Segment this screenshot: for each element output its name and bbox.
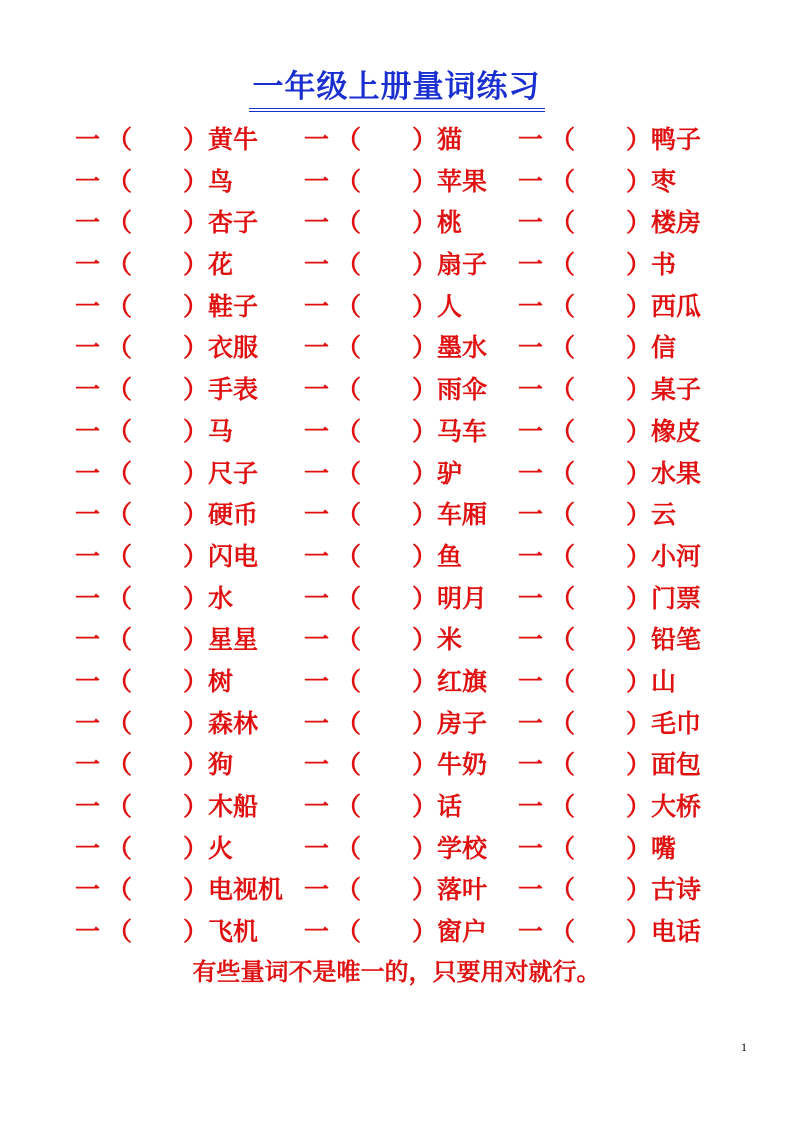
open-paren: （ [336,416,362,446]
item-prefix: 一 [304,125,330,154]
close-paren: ） [626,291,652,321]
open-paren: （ [550,917,576,947]
item-prefix: 一 [518,166,544,196]
open-paren: （ [550,583,576,613]
exercise-row [0,453,793,495]
item-prefix: 一 [75,708,101,738]
close-paren: ） [412,500,438,530]
item-noun: 桌子 [651,375,702,405]
close-paren: ） [626,125,652,154]
item-noun: 米 [437,625,463,655]
item-noun: 墨水 [437,333,488,363]
open-paren: （ [336,875,362,905]
item-noun: 话 [437,792,463,821]
exercise-row [0,119,793,161]
close-paren: ） [626,625,652,655]
close-paren: ） [183,333,209,363]
item-prefix: 一 [75,750,101,780]
open-paren: （ [107,416,133,446]
open-paren: （ [107,500,133,530]
close-paren: ） [412,458,438,488]
close-paren: ） [183,458,209,488]
exercise-row [0,536,793,578]
item-noun: 尺子 [208,458,259,488]
close-paren: ） [626,583,652,613]
exercise-row [0,869,793,911]
item-prefix: 一 [518,875,544,905]
item-noun: 铅笔 [651,625,702,655]
exercise-row [0,661,793,703]
item-prefix: 一 [518,458,544,488]
item-prefix: 一 [304,500,330,530]
item-prefix: 一 [304,291,330,321]
item-noun: 书 [651,250,677,280]
item-noun: 大桥 [651,792,702,821]
item-noun: 猫 [437,125,463,154]
item-noun: 古诗 [651,875,702,905]
item-noun: 驴 [437,458,463,488]
item-noun: 水 [208,583,234,613]
close-paren: ） [412,917,438,947]
item-prefix: 一 [518,375,544,405]
item-prefix: 一 [518,666,544,696]
close-paren: ） [183,833,209,863]
open-paren: （ [336,708,362,738]
close-paren: ） [183,541,209,571]
item-prefix: 一 [304,917,330,947]
open-paren: （ [550,833,576,863]
open-paren: （ [336,500,362,530]
open-paren: （ [107,875,133,905]
item-prefix: 一 [518,208,544,238]
item-prefix: 一 [304,875,330,905]
item-noun: 黄牛 [208,125,259,154]
item-noun: 火 [208,833,234,863]
item-prefix: 一 [75,917,101,947]
open-paren: （ [336,625,362,655]
item-prefix: 一 [304,708,330,738]
item-noun: 杏子 [208,208,259,238]
open-paren: （ [336,792,362,821]
item-prefix: 一 [518,917,544,947]
open-paren: （ [107,541,133,571]
item-noun: 硬币 [208,500,259,530]
close-paren: ） [183,666,209,696]
item-prefix: 一 [75,125,101,154]
close-paren: ） [183,208,209,238]
close-paren: ） [183,375,209,405]
open-paren: （ [336,333,362,363]
exercise-row [0,578,793,620]
item-prefix: 一 [75,500,101,530]
page-number: 1 [741,1040,747,1054]
open-paren: （ [550,666,576,696]
open-paren: （ [107,750,133,780]
item-prefix: 一 [75,416,101,446]
open-paren: （ [336,291,362,321]
item-prefix: 一 [304,208,330,238]
close-paren: ） [626,250,652,280]
item-prefix: 一 [304,750,330,780]
item-prefix: 一 [75,291,101,321]
item-prefix: 一 [518,541,544,571]
close-paren: ） [626,541,652,571]
item-noun: 山 [651,666,677,696]
item-noun: 落叶 [437,875,488,905]
item-noun: 小河 [651,541,702,571]
item-noun: 树 [208,666,234,696]
open-paren: （ [107,125,133,154]
item-prefix: 一 [75,625,101,655]
exercise-row [0,828,793,870]
item-prefix: 一 [304,541,330,571]
open-paren: （ [550,541,576,571]
close-paren: ） [626,375,652,405]
open-paren: （ [336,458,362,488]
close-paren: ） [626,208,652,238]
open-paren: （ [107,375,133,405]
item-prefix: 一 [518,625,544,655]
item-prefix: 一 [518,750,544,780]
item-prefix: 一 [75,875,101,905]
item-noun: 窗户 [437,917,488,947]
exercise-row [0,744,793,786]
open-paren: （ [550,125,576,154]
open-paren: （ [107,250,133,280]
close-paren: ） [626,750,652,780]
item-noun: 学校 [437,833,488,863]
exercise-row [0,327,793,369]
item-noun: 鞋子 [208,291,259,321]
item-noun: 电话 [651,917,702,947]
close-paren: ） [626,666,652,696]
item-prefix: 一 [75,833,101,863]
close-paren: ） [412,125,438,154]
item-noun: 枣 [651,166,677,196]
item-prefix: 一 [518,250,544,280]
item-prefix: 一 [304,250,330,280]
note-text: 有些量词不是唯一的，只要用对就行。 [192,958,601,986]
item-noun: 房子 [437,708,488,738]
close-paren: ） [626,166,652,196]
exercise-row [0,911,793,953]
exercise-row [0,411,793,453]
close-paren: ） [626,500,652,530]
close-paren: ） [626,708,652,738]
open-paren: （ [107,792,133,821]
close-paren: ） [412,375,438,405]
close-paren: ） [183,583,209,613]
exercise-row [0,786,793,828]
open-paren: （ [336,208,362,238]
open-paren: （ [336,750,362,780]
close-paren: ） [183,500,209,530]
item-noun: 牛奶 [437,750,488,780]
open-paren: （ [550,291,576,321]
item-prefix: 一 [75,333,101,363]
open-paren: （ [107,333,133,363]
open-paren: （ [550,500,576,530]
item-prefix: 一 [304,666,330,696]
open-paren: （ [107,917,133,947]
close-paren: ） [183,416,209,446]
item-noun: 鸭子 [651,125,702,154]
item-prefix: 一 [304,625,330,655]
item-noun: 衣服 [208,333,259,363]
item-prefix: 一 [75,375,101,405]
close-paren: ） [412,416,438,446]
close-paren: ） [412,583,438,613]
open-paren: （ [336,166,362,196]
item-noun: 手表 [208,375,259,405]
item-prefix: 一 [518,333,544,363]
item-noun: 西瓜 [651,291,702,321]
close-paren: ） [412,208,438,238]
exercise-grid [0,119,793,953]
exercise-row [0,494,793,536]
item-prefix: 一 [304,333,330,363]
item-noun: 电视机 [208,875,284,905]
item-noun: 车厢 [437,500,488,530]
close-paren: ） [412,291,438,321]
item-prefix: 一 [304,375,330,405]
item-prefix: 一 [518,792,544,821]
open-paren: （ [550,750,576,780]
item-noun: 森林 [208,708,259,738]
close-paren: ） [626,917,652,947]
open-paren: （ [107,583,133,613]
item-prefix: 一 [518,500,544,530]
item-noun: 扇子 [437,250,488,280]
item-noun: 星星 [208,625,259,655]
close-paren: ） [412,750,438,780]
item-prefix: 一 [304,583,330,613]
item-prefix: 一 [75,541,101,571]
open-paren: （ [336,541,362,571]
item-prefix: 一 [304,458,330,488]
item-noun: 飞机 [208,917,259,947]
item-noun: 木船 [208,792,259,821]
item-noun: 苹果 [437,166,488,196]
open-paren: （ [336,917,362,947]
item-noun: 云 [651,500,677,530]
open-paren: （ [550,416,576,446]
close-paren: ） [183,875,209,905]
exercise-row [0,161,793,203]
item-prefix: 一 [304,416,330,446]
close-paren: ） [412,250,438,280]
exercise-row [0,286,793,328]
exercise-row [0,202,793,244]
open-paren: （ [336,833,362,863]
title-area [0,68,793,112]
close-paren: ） [412,875,438,905]
close-paren: ） [412,333,438,363]
item-noun: 马 [208,416,234,446]
close-paren: ） [183,708,209,738]
item-noun: 狗 [208,750,234,780]
open-paren: （ [550,708,576,738]
item-noun: 鸟 [208,166,234,196]
close-paren: ） [183,625,209,655]
item-noun: 楼房 [651,208,702,238]
close-paren: ） [412,708,438,738]
page-title: 一年级上册量词练习 [249,68,545,112]
close-paren: ） [183,291,209,321]
close-paren: ） [412,625,438,655]
item-noun: 鱼 [437,541,463,571]
close-paren: ） [412,666,438,696]
close-paren: ） [183,125,209,154]
open-paren: （ [550,250,576,280]
item-prefix: 一 [304,833,330,863]
open-paren: （ [107,208,133,238]
item-prefix: 一 [75,666,101,696]
close-paren: ） [626,875,652,905]
item-noun: 橡皮 [651,416,702,446]
exercise-row [0,369,793,411]
open-paren: （ [336,250,362,280]
item-prefix: 一 [75,583,101,613]
open-paren: （ [550,792,576,821]
open-paren: （ [550,375,576,405]
item-noun: 人 [437,291,463,321]
open-paren: （ [107,625,133,655]
item-prefix: 一 [75,458,101,488]
close-paren: ） [626,333,652,363]
close-paren: ） [626,416,652,446]
exercise-row [0,619,793,661]
item-prefix: 一 [518,125,544,154]
open-paren: （ [550,458,576,488]
item-noun: 桃 [437,208,463,238]
item-prefix: 一 [75,166,101,196]
open-paren: （ [550,166,576,196]
open-paren: （ [550,625,576,655]
item-prefix: 一 [75,208,101,238]
close-paren: ） [183,166,209,196]
open-paren: （ [550,333,576,363]
open-paren: （ [107,833,133,863]
close-paren: ） [183,917,209,947]
item-noun: 马车 [437,416,488,446]
item-prefix: 一 [304,792,330,821]
open-paren: （ [336,375,362,405]
open-paren: （ [107,291,133,321]
item-noun: 门票 [651,583,702,613]
item-prefix: 一 [75,792,101,821]
item-noun: 明月 [437,583,488,613]
item-noun: 闪电 [208,541,259,571]
item-prefix: 一 [518,291,544,321]
open-paren: （ [107,166,133,196]
close-paren: ） [626,833,652,863]
close-paren: ） [412,833,438,863]
item-noun: 雨伞 [437,375,488,405]
item-noun: 面包 [651,750,702,780]
open-paren: （ [107,708,133,738]
item-prefix: 一 [518,583,544,613]
close-paren: ） [183,792,209,821]
exercise-row [0,244,793,286]
exercise-row [0,703,793,745]
item-noun: 嘴 [651,833,677,863]
item-prefix: 一 [518,708,544,738]
open-paren: （ [107,666,133,696]
item-prefix: 一 [518,833,544,863]
item-noun: 信 [651,333,677,363]
item-noun: 水果 [651,458,702,488]
item-noun: 毛巾 [651,708,702,738]
close-paren: ） [626,792,652,821]
item-prefix: 一 [304,166,330,196]
close-paren: ） [626,458,652,488]
close-paren: ） [412,541,438,571]
open-paren: （ [550,208,576,238]
close-paren: ） [412,166,438,196]
item-noun: 红旗 [437,666,488,696]
open-paren: （ [550,875,576,905]
close-paren: ） [183,250,209,280]
item-prefix: 一 [75,250,101,280]
item-prefix: 一 [518,416,544,446]
close-paren: ） [183,750,209,780]
open-paren: （ [336,583,362,613]
close-paren: ） [412,792,438,821]
open-paren: （ [336,666,362,696]
open-paren: （ [336,125,362,154]
item-noun: 花 [208,250,234,280]
open-paren: （ [107,458,133,488]
